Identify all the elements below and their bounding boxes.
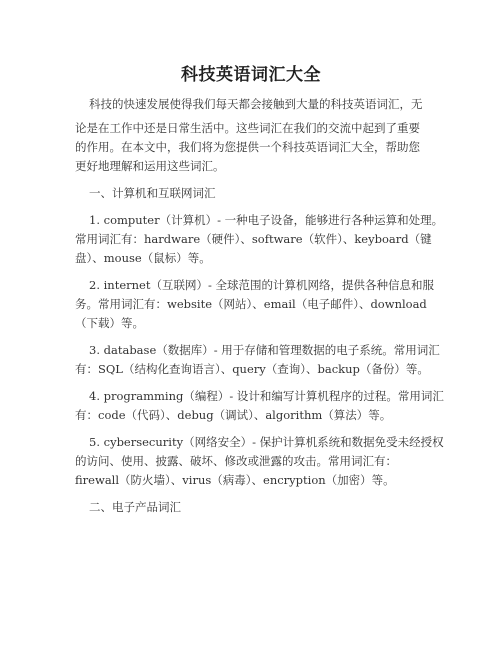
- item-2-line-2: 务。常用词汇有：website（网站）、email（电子邮件）、download: [75, 297, 427, 311]
- item-5-line-2: 的访问、使用、披露、破坏、修改或泄露的攻击。常用词汇有：: [75, 454, 397, 468]
- item-1-line-2: 常用词汇有：hardware（硬件）、software（软件）、keyboard（键: [75, 232, 432, 246]
- intro-line-2: 论是在工作中还是日常生活中。这些词汇在我们的交流中起到了重要: [75, 121, 420, 135]
- item-2-line-1: 2. internet（互联网）- 全球范围的计算机网络，提供各种信息和服: [89, 278, 435, 292]
- document-title: 科技英语词汇大全: [181, 65, 321, 85]
- item-1-line-1: 1. computer（计算机）- 一种电子设备，能够进行各种运算和处理。: [89, 213, 444, 227]
- item-4-line-2: 有：code（代码）、debug（调试）、algorithm（算法）等。: [75, 408, 392, 422]
- item-5-line-1: 5. cybersecurity（网络安全）- 保护计算机系统和数据免受未经授权: [89, 435, 444, 449]
- intro-line-3: 的作用。在本文中，我们将为您提供一个科技英语词汇大全，帮助您: [75, 140, 420, 154]
- section-heading-computers: 一、计算机和互联网词汇: [89, 186, 216, 200]
- item-1-line-3: 盘）、mouse（鼠标）等。: [75, 251, 211, 265]
- intro-line-4: 更好地理解和运用这些词汇。: [75, 159, 225, 173]
- item-4-line-1: 4. programming（编程）- 设计和编写计算机程序的过程。常用词汇: [89, 389, 444, 403]
- item-3-line-2: 有：SQL（结构化查询语言）、query（查询）、backup（备份）等。: [75, 362, 429, 376]
- intro-line-1: 科技的快速发展使得我们每天都会接触到大量的科技英语词汇，无: [89, 97, 423, 111]
- item-2-line-3: （下载）等。: [75, 316, 144, 330]
- item-3-line-1: 3. database（数据库）- 用于存储和管理数据的电子系统。常用词汇: [89, 343, 440, 357]
- section-heading-electronics: 二、电子产品词汇: [89, 500, 181, 514]
- item-5-line-3: firewall（防火墙）、virus（病毒）、encryption（加密）等。: [75, 473, 395, 487]
